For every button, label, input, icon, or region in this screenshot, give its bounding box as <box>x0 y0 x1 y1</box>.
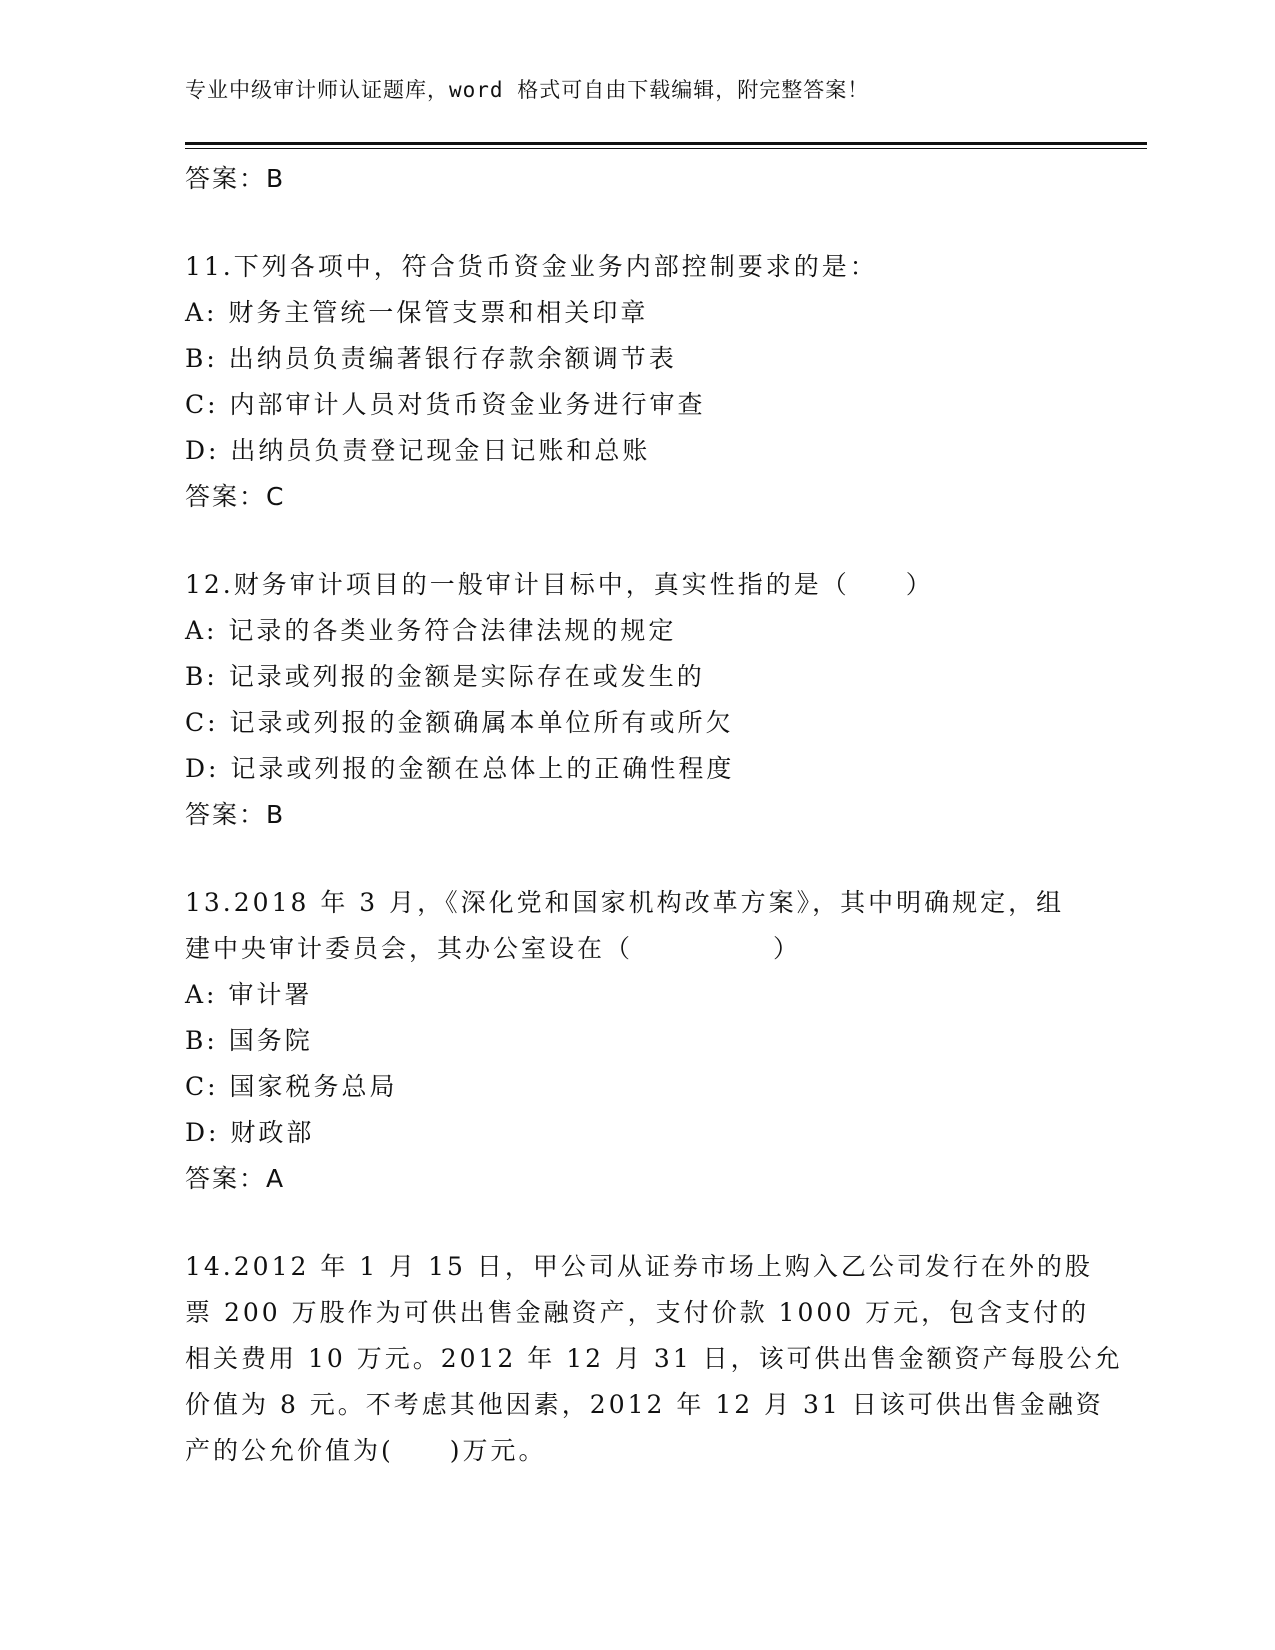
question-stem-line-2: 票 200 万股作为可供出售金融资产，支付价款 1000 万元，包含支付的 <box>185 1298 1090 1327</box>
answer: 答案：B <box>185 800 286 829</box>
question-stem-line-2: 建中央审计委员会，其办公室设在（ ） <box>185 934 802 963</box>
option-d: D: 记录或列报的金额在总体上的正确性程度 <box>185 754 735 783</box>
previous-answer: 答案：B <box>185 164 286 193</box>
answer: 答案：A <box>185 1164 286 1193</box>
question-stem-line-5: 产的公允价值为( )万元。 <box>185 1436 547 1465</box>
option-a: A: 财务主管统一保管支票和相关印章 <box>185 298 649 327</box>
question-stem-line-3: 相关费用 10 万元。2012 年 12 月 31 日，该可供出售金额资产每股公允 <box>185 1344 1123 1373</box>
answer: 答案：C <box>185 482 286 511</box>
question-list <box>185 156 1123 1474</box>
option-c: C: 内部审计人员对货币资金业务进行审查 <box>185 390 706 419</box>
option-c: C: 记录或列报的金额确属本单位所有或所欠 <box>185 708 734 737</box>
option-d: D: 财政部 <box>185 1118 315 1147</box>
option-a: A: 审计署 <box>185 980 313 1009</box>
question-stem: 11.下列各项中，符合货币资金业务内部控制要求的是： <box>185 252 878 281</box>
question-stem-line-1: 14.2012 年 1 月 15 日，甲公司从证券市场上购入乙公司发行在外的股 <box>185 1252 1093 1281</box>
option-d: D: 出纳员负责登记现金日记账和总账 <box>185 436 651 465</box>
header-rule-thick <box>185 142 1147 145</box>
option-a: A: 记录的各类业务符合法律法规的规定 <box>185 616 677 645</box>
question-stem: 12.财务审计项目的一般审计目标中，真实性指的是（ ） <box>185 570 934 599</box>
option-c: C: 国家税务总局 <box>185 1072 398 1101</box>
question-11 <box>185 244 1085 520</box>
question-14 <box>185 1244 1123 1474</box>
option-b: B: 记录或列报的金额是实际存在或发生的 <box>185 662 705 691</box>
question-stem-line-4: 价值为 8 元。不考虑其他因素，2012 年 12 月 31 日该可供出售金融资 <box>185 1390 1104 1419</box>
question-12 <box>185 562 1085 838</box>
question-stem-line-1: 13.2018 年 3 月，《深化党和国家机构改革方案》，其中明确规定，组 <box>185 888 1065 917</box>
header-rule-thin <box>185 148 1147 149</box>
page-header: 专业中级审计师认证题库，word 格式可自由下载编辑，附完整答案！ <box>185 78 870 102</box>
question-13 <box>185 880 1085 1202</box>
option-b: B: 出纳员负责编著银行存款余额调节表 <box>185 344 677 373</box>
option-b: B: 国务院 <box>185 1026 313 1055</box>
